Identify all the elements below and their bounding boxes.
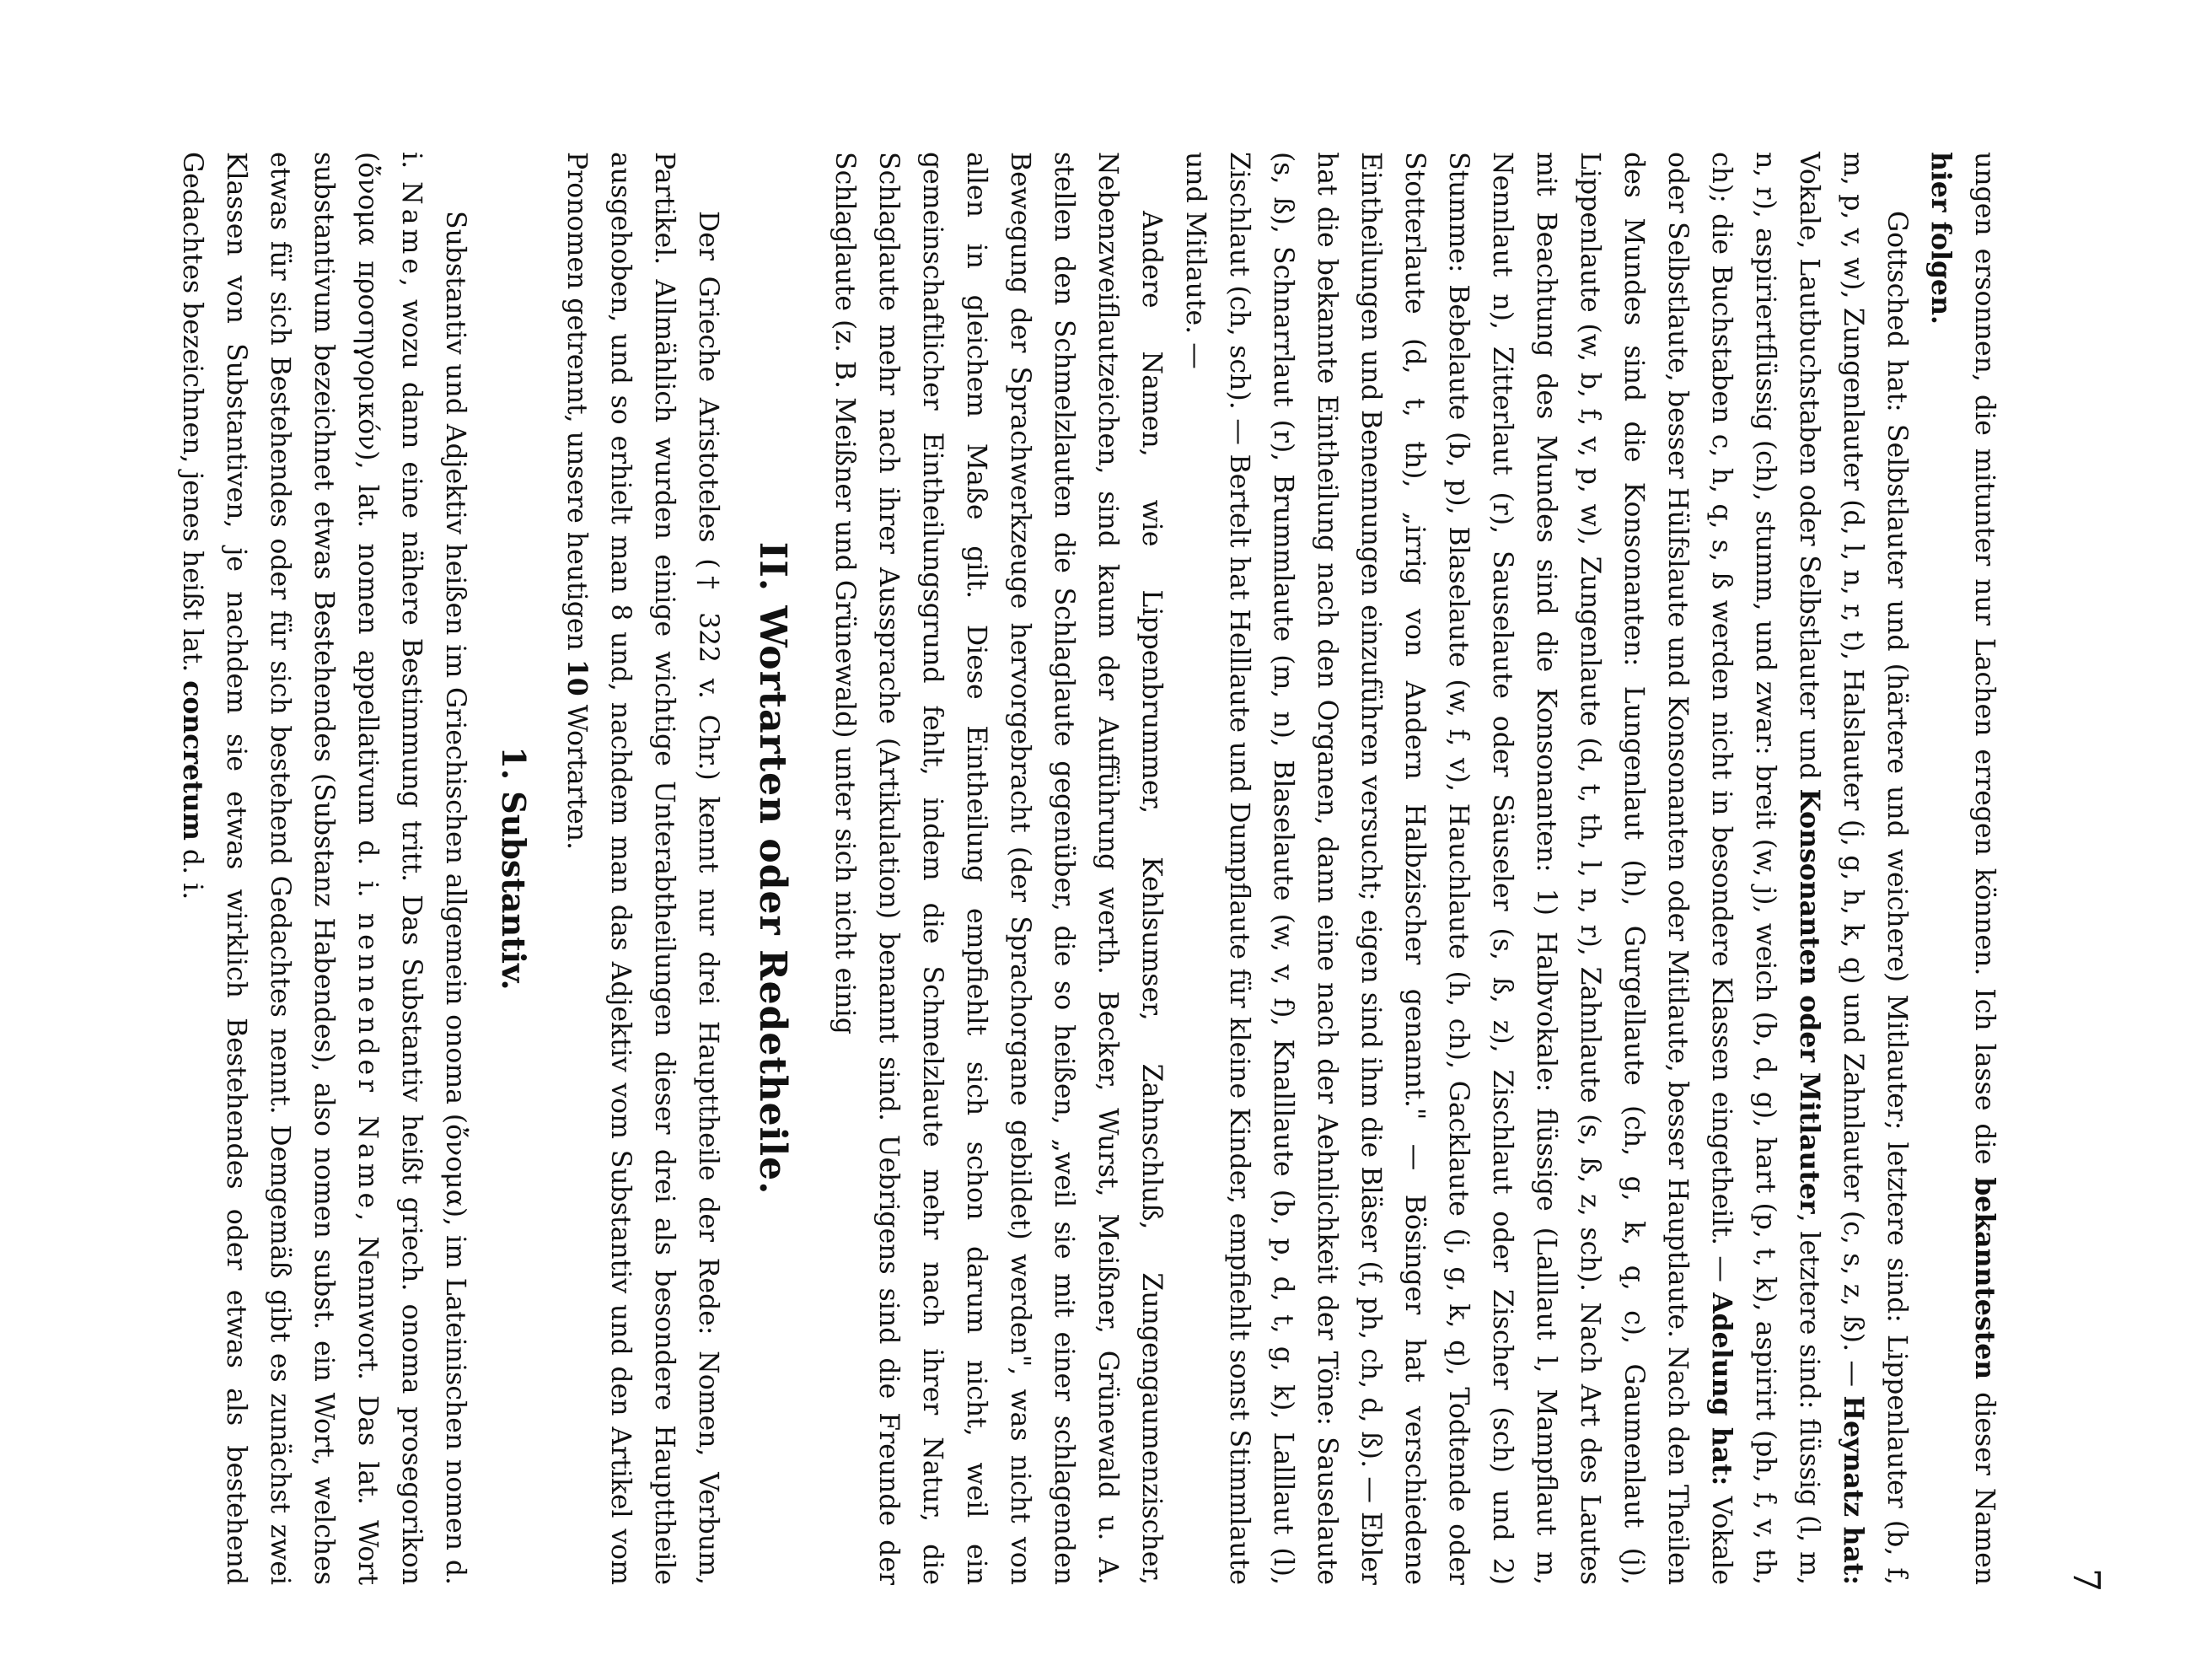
bold-run: Konsonanten oder Mitlauter <box>1794 788 1825 1214</box>
bold-run: bekanntesten <box>1969 1177 2000 1380</box>
text-run: Vokale oder Selbstlaute, besser Hülfslaute und Konsonanten oder Mitlaute, besser Hauptlaute. Nach den Theilen des Mundes sind die Konsonanten: Lungenlaut (h), Gurgellaute (ch, g, k, q, c), Gaumenlaut (j), Lippenlaute (w, b, f, v, p, w), Zungenlaute (d, t, th, l, n, r), Zahnlaute (s, ß, z, sch). Nach Art des Lautes mit Beachtung des Mundes sind die Konsonanten: 1) Halbvokale: flüssige (Lalllaut l, Mampflaut m, Nennlaut n), Zitterlaut (r), Sauselaute oder Säuseler (s, ß, z), Zischlaut oder Zischer (sch) und 2) Stumme: Bebelaute (b, p), Blaselaute (w, f, v), Hauchlaute (h, ch), Gacklaute (j, g, k, q), Todtende oder Stotterlaute (d, t, th), „irrig von Andern Halbzischer genannt." — Bösinger hat verschiedene Eintheilungen und Benennungen einzuführen versucht; eigen sind ihm die Bläser (f, ph, ch, d, ß). — Ebler hat die bekannte Eintheilung nach den Organen, dann eine nach der Aehnlichkeit der Töne: Sauselaute (s, ß), Schnarrlaut (r), Brummlaute (m, n), Blaselaute (w, v, f), Knalllaute (b, p, d, t, g, k), Lalllaut (l), Zischlaut (ch, sch). — Bertelt hat Helllaute und Dumpflaute für kleine Kinder, empfiehlt sonst Stimmlaute und Mitlaute. — <box>1180 152 1737 1585</box>
text-run: Substantiv und Adjektiv heißen im Griechischen allgemein onoma (ὄνομα), im Lateinischen nomen d. i. <box>396 152 470 1585</box>
paragraph-substantiv <box>170 152 477 1585</box>
text-run: Wortarten. <box>561 696 592 851</box>
paragraph-aristotle <box>555 152 730 1585</box>
bold-run: hier folgen. <box>1925 152 1957 325</box>
text-run: ungen ersonnen, die mitunter nur Lachen erregen können. Ich lasse die <box>1969 152 2000 1178</box>
spaced-run: Name <box>396 181 427 278</box>
bold-run: concretum <box>177 680 208 841</box>
text-run: , letztere sind: flüssig (l, m, n, r), aspiriertflüssig (ch), stumm, und zwar: breit (w, j), weich (b, d, g), hart (p, t, k), aspirirt (ph, f, v, th, ch); die Buchstaben c, h, q, s, ß werden nicht in besondere Klassen eingetheilt. — <box>1706 152 1824 1586</box>
text-run: Vokale, Lautbuchstaben oder Selbstlauter und <box>1794 152 1824 789</box>
text-run: Der Grieche Aristoteles († 322 v. Chr.) kennt nur drei Haupttheile der Rede: Nomen, Verbum, Partikel. Allmählich wurden einige wichtige Unterabtheilungen dieser drei als besondere Haupttheile ausgehoben, und so erhielt man 8 und, nachdem man das Adjektiv vom Substantiv und den Artikel vom Pronomen getrennt, unsere heutigen <box>561 152 723 1585</box>
body-text <box>170 152 2006 1585</box>
text-run: Gottsched hat: Selbstlauter und (härtere und weichere) Mitlauter; letztere sind: Lippenlauter (b, f, m, p, v, w), Zungenlauter (d, l, n, r, t), Halslauter (j, g, h, k, q) und Zahnlauter (c, s, z, ß). — <box>1838 152 1912 1585</box>
page-number: 7 <box>2064 1568 2107 1593</box>
subsection-heading: 1. Substantiv. <box>495 746 533 991</box>
paragraph-consonant-names <box>1173 152 1919 1585</box>
bold-run: Heynatz hat: <box>1838 1395 1869 1585</box>
paragraph-other-names: Andere Namen, wie Lippenbrummer, Kehlsumser, Zahnschluß, Zungengaumenzischer, Nebenzweiflautzeichen, sind kaum der Aufführung werth. Becker, Wurst, Meißner, Grünewald u. A. stellen den Schmelzlauten die Schlaglaute gegenüber, die so heißen, „weil sie mit einer schlagenden Bewegung der Sprachwerkzeuge hervorgebracht (der Sprachorgane gebildet) werden", was nicht von allen in gleichem Maße gilt. Diese Eintheilung empfiehlt sich schon darum nicht, weil ein gemeinschaftlicher Eintheilungsgrund fehlt, indem die Schmelzlaute mehr nach ihrer Natur, die Schlaglaute mehr nach ihrer Aussprache (Artikulation) benannt sind. Uebrigens sind die Freunde der Schlaglaute (z. B. Meißner und Grünewald) unter sich nicht einig <box>830 152 1167 1585</box>
spaced-run: nennender Name <box>352 912 383 1213</box>
section-heading: II. Wortarten oder Redetheile. <box>751 541 794 1195</box>
text-run: , wozu dann eine nähere Bestimmung tritt. Das Substantiv heißt griech. onoma prosegorikon (ὄνομα προσηγορικόν), lat. nomen appellativum d. i. <box>352 152 427 1585</box>
book-page <box>76 34 2116 1627</box>
text-run: d. i. <box>177 840 207 900</box>
text-run: dieser Namen <box>1969 1379 2000 1585</box>
paragraph-intro <box>1919 152 2006 1585</box>
text-run: , Nennwort. Das lat. Wort substantivum bezeichnet etwas Bestehendes (Substanz Habendes), also nomen subst. ein Wort, welches etwas für sich Bestehendes oder für sich bestehend Gedachtes nennt. Demgemäß gibt es zunächst zwei Klassen von Substantiven, je nachdem sie etwas wirklich Bestehendes oder etwas als bestehend Gedachtes bezeichnen, jenes heißt lat. <box>177 152 383 1585</box>
bold-run: Adelung hat: <box>1706 1292 1737 1486</box>
bold-run: 10 <box>561 658 593 696</box>
